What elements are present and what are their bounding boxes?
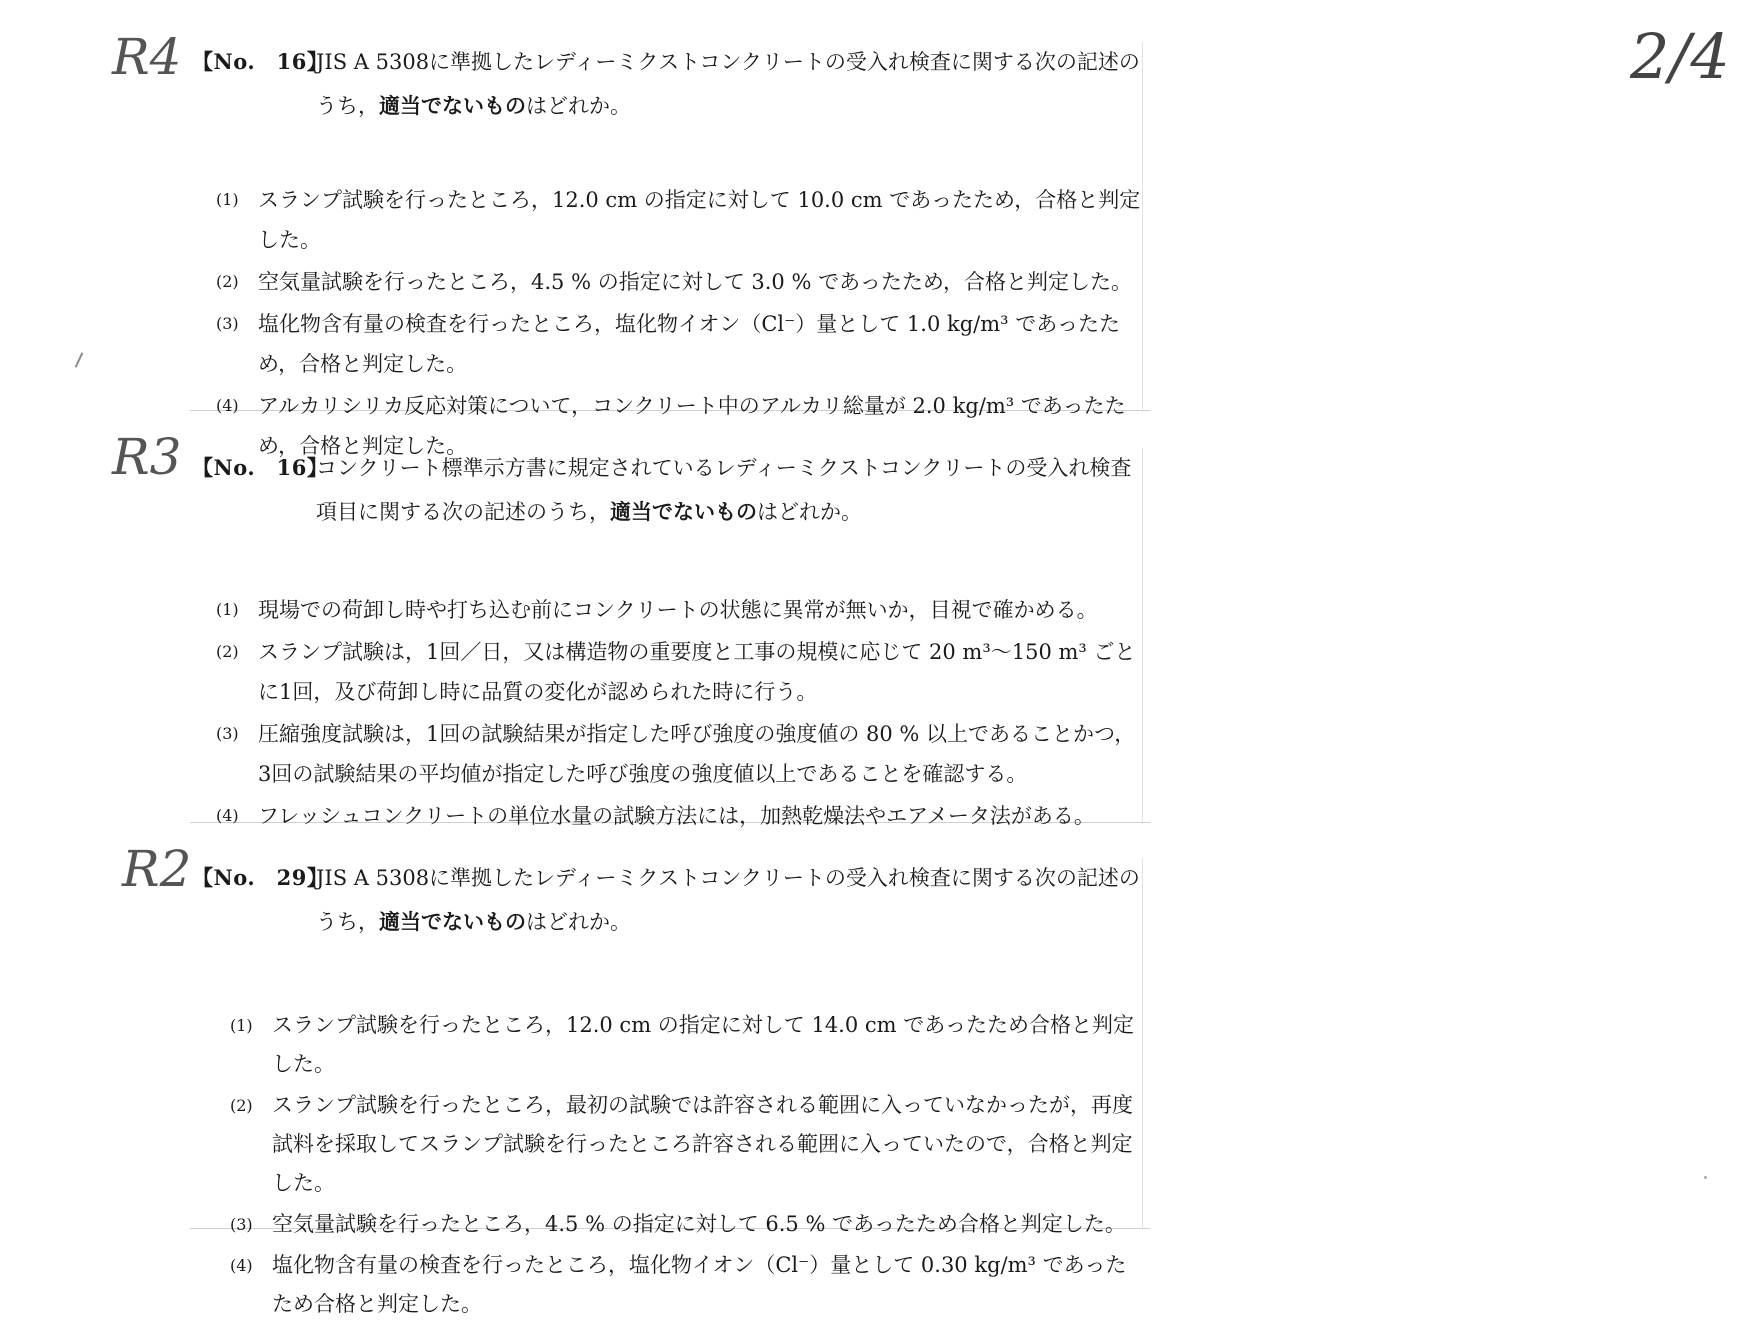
handwritten-page-number: 2/4 xyxy=(1630,20,1730,93)
choice-text: 空気量試験を行ったところ，4.5 % の指定に対して 3.0 % であったため，合格と判定した。 xyxy=(258,270,1133,294)
choice-list xyxy=(192,1006,1142,1324)
question-header xyxy=(192,856,1142,944)
clipping-edge xyxy=(1142,42,1143,412)
question-block-r4 xyxy=(192,40,1142,468)
choice-text: フレッシュコンクリートの単位水量の試験方法には，加熱乾燥法やエアメータ法がある。 xyxy=(258,804,1095,828)
choice-item xyxy=(192,1086,1142,1203)
stem-emphasis: 適当でないもの xyxy=(610,499,757,524)
choice-item xyxy=(192,1205,1142,1244)
stem-text-end: はどれか。 xyxy=(757,500,862,524)
choice-text: 空気量試験を行ったところ，4.5 % の指定に対して 6.5 % であったため合格と判定した。 xyxy=(272,1212,1126,1236)
question-number: 【No. 29】 xyxy=(192,865,329,890)
choice-number: (2) xyxy=(216,642,239,661)
question-block-r2 xyxy=(192,856,1142,1326)
stem-emphasis: 適当でないもの xyxy=(379,93,526,118)
choice-number: (2) xyxy=(230,1096,253,1115)
question-stem xyxy=(316,40,1142,128)
choice-item xyxy=(192,180,1142,260)
stray-dot-mark xyxy=(1704,1176,1707,1179)
clipping-edge xyxy=(1142,448,1143,824)
choice-number: (4) xyxy=(216,806,239,825)
question-stem xyxy=(316,446,1142,534)
choice-number: (1) xyxy=(216,190,239,209)
question-header xyxy=(192,446,1142,534)
stem-text: JIS A 5308に準拠したレディーミクストコンクリートの受入れ検査に関する次の記述のうち， xyxy=(316,50,1140,118)
choice-item xyxy=(192,1006,1142,1084)
question-block-r3 xyxy=(192,446,1142,838)
choice-item xyxy=(192,632,1142,712)
handwritten-label-r2: R2 xyxy=(122,840,192,898)
stem-text-end: はどれか。 xyxy=(526,94,631,118)
question-number: 【No. 16】 xyxy=(192,49,329,74)
question-number: 【No. 16】 xyxy=(192,455,329,480)
stem-emphasis: 適当でないもの xyxy=(379,909,526,934)
stem-text: コンクリート標準示方書に規定されているレディーミクストコンクリートの受入れ検査項目に関する次の記述のうち， xyxy=(316,456,1132,524)
choice-number: (4) xyxy=(230,1256,253,1275)
choice-number: (4) xyxy=(216,396,239,415)
choice-item xyxy=(192,590,1142,630)
choice-number: (1) xyxy=(216,600,239,619)
choice-text: スランプ試験は，1回／日，又は構造物の重要度と工事の規模に応じて 20 m³～150 m³ ごとに1回，及び荷卸し時に品質の変化が認められた時に行う。 xyxy=(258,640,1136,704)
choice-item xyxy=(192,796,1142,836)
handwritten-label-r4: R4 xyxy=(112,28,182,86)
choice-item xyxy=(192,1246,1142,1324)
stem-text: JIS A 5308に準拠したレディーミクストコンクリートの受入れ検査に関する次の記述のうち， xyxy=(316,866,1140,934)
choice-item xyxy=(192,714,1142,794)
choice-number: (1) xyxy=(230,1016,253,1035)
choice-text: スランプ試験を行ったところ，12.0 cm の指定に対して 14.0 cm であったため合格と判定した。 xyxy=(272,1013,1135,1076)
clipping-edge xyxy=(1142,858,1143,1230)
handwritten-label-r3: R3 xyxy=(112,428,182,486)
choice-number: (3) xyxy=(216,724,239,743)
choice-item xyxy=(192,262,1142,302)
choice-item xyxy=(192,304,1142,384)
choice-list xyxy=(192,180,1142,466)
choice-number: (3) xyxy=(216,314,239,333)
choice-text: スランプ試験を行ったところ，12.0 cm の指定に対して 10.0 cm であったため，合格と判定した。 xyxy=(258,188,1141,252)
stray-pencil-mark xyxy=(75,352,84,367)
question-stem xyxy=(316,856,1142,944)
choice-text: 圧縮強度試験は，1回の試験結果が指定した呼び強度の強度値の 80 % 以上であることかつ，3回の試験結果の平均値が指定した呼び強度の強度値以上であることを確認する。 xyxy=(258,722,1136,786)
choice-text: アルカリシリカ反応対策について，コンクリート中のアルカリ総量が 2.0 kg/m³ であったため，合格と判定した。 xyxy=(258,394,1126,458)
choice-text: スランプ試験を行ったところ，最初の試験では許容される範囲に入っていなかったが，再度試料を採取してスランプ試験を行ったところ許容される範囲に入っていたので，合格と判定した。 xyxy=(272,1093,1133,1195)
choice-number: (2) xyxy=(216,272,239,291)
choice-text: 現場での荷卸し時や打ち込む前にコンクリートの状態に異常が無いか，目視で確かめる。 xyxy=(258,598,1098,622)
question-header xyxy=(192,40,1142,128)
choice-text: 塩化物含有量の検査を行ったところ，塩化物イオン（Cl⁻）量として 0.30 kg/m³ であったため合格と判定した。 xyxy=(272,1253,1127,1316)
stem-text-end: はどれか。 xyxy=(526,910,631,934)
choice-list xyxy=(192,590,1142,836)
choice-text: 塩化物含有量の検査を行ったところ，塩化物イオン（Cl⁻）量として 1.0 kg/m³ であったため，合格と判定した。 xyxy=(258,312,1121,376)
choice-number: (3) xyxy=(230,1215,253,1234)
